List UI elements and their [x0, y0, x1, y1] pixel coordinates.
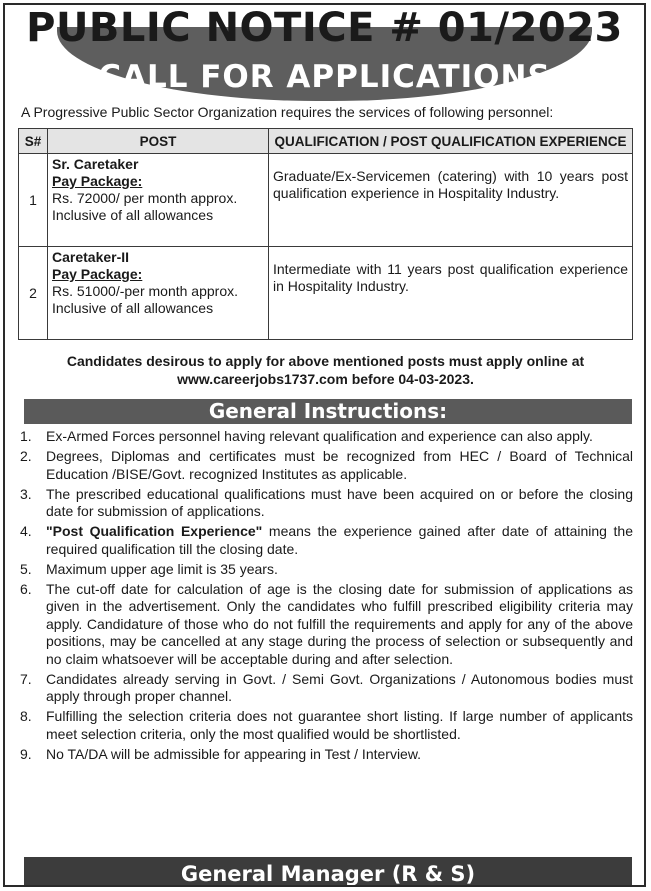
item-bold-term: "Post Qualification Experience": [46, 523, 263, 539]
pay-package-label: Pay Package:: [52, 173, 143, 189]
notice-title: PUBLIC NOTICE # 01/2023: [26, 5, 623, 51]
instructions-list: [17, 428, 633, 766]
post-title: Caretaker-II: [52, 249, 130, 265]
item-number: 6.: [20, 580, 32, 597]
table-row: [19, 154, 633, 247]
row-sn: 1: [19, 154, 48, 247]
header-post: POST: [48, 129, 269, 154]
item-number: 5.: [20, 560, 32, 577]
notice-header: [5, 5, 644, 100]
pay-amount: Rs. 72000/ per month approx.: [52, 190, 238, 206]
pay-amount: Rs. 51000/-per month approx.: [52, 283, 238, 299]
item-text: The cut-off date for calculation of age is the closing date for submission of applications as given in the advertisement. Only the candidates who fulfill prescribed eligibility criteria may apply. Candidature of those who do not fulfill the requirements and apply for any of the above positions, may be cancelled at any stage during the process of selection or subsequently and no claim whatsoever will be acceptable during and after selection.: [46, 580, 633, 667]
header-sn: S#: [19, 129, 48, 154]
posts-table: [18, 128, 633, 340]
header-qualification: QUALIFICATION / POST QUALIFICATION EXPERIENCE: [269, 129, 633, 154]
item-text: Maximum upper age limit is 35 years.: [46, 560, 278, 577]
row-qualification: Intermediate with 11 years post qualification experience in Hospitality Industry.: [269, 247, 633, 340]
row-post: [48, 154, 269, 247]
post-title: Sr. Caretaker: [52, 156, 139, 172]
signatory-footer: General Manager (R & S): [24, 857, 632, 887]
item-text: Fulfilling the selection criteria does not guarantee short listing. If large number of applicants meet selection criteria, only the most qualified would be shortlisted.: [46, 708, 633, 742]
pay-note: Inclusive of all allowances: [52, 300, 214, 316]
intro-text: A Progressive Public Sector Organization requires the services of following personnel:: [21, 104, 554, 120]
apply-line-2: www.careerjobs1737.com before 04-03-2023.: [177, 371, 474, 387]
apply-instructions: [18, 352, 633, 388]
item-number: 7.: [20, 670, 32, 687]
row-post: [48, 247, 269, 340]
notice-subtitle: CALL FOR APPLICATIONS: [98, 59, 551, 95]
list-item: [17, 671, 633, 706]
item-number: 2.: [20, 448, 32, 464]
list-item: [17, 428, 633, 446]
list-item: [17, 581, 633, 669]
table-row: [19, 247, 633, 340]
apply-line-1: Candidates desirous to apply for above mentioned posts must apply online at: [66, 353, 585, 369]
notice-frame: [3, 3, 646, 887]
list-item: [17, 486, 633, 521]
list-item: [17, 561, 633, 579]
item-number: 1.: [20, 428, 32, 444]
pay-note: Inclusive of all allowances: [52, 207, 214, 223]
list-item: [17, 746, 633, 764]
item-number: 4.: [20, 523, 32, 539]
item-text: means the experience gained after date of attaining the required qualification till the closing date.: [46, 523, 634, 557]
item-number: 9.: [20, 745, 32, 762]
item-text: Degrees, Diplomas and certificates must be recognized from HEC / Board of Technical Education /BISE/Govt. recognized Institutes as applicable.: [46, 448, 633, 482]
item-text: The prescribed educational qualifications must have been acquired on or before the closing date for submission of applications.: [46, 485, 633, 519]
row-qualification: Graduate/Ex-Servicemen (catering) with 10 years post qualification experience in Hospitality Industry.: [269, 154, 633, 247]
row-sn: 2: [19, 247, 48, 340]
item-number: 3.: [20, 485, 32, 502]
list-item: [17, 448, 633, 483]
item-text: Ex-Armed Forces personnel having relevant qualification and experience can also apply.: [46, 428, 593, 444]
list-item: [17, 708, 633, 743]
list-item: [17, 523, 633, 558]
item-text: No TA/DA will be admissible for appearing in Test / Interview.: [46, 745, 422, 762]
item-number: 8.: [20, 708, 32, 724]
table-header-row: [19, 129, 633, 154]
pay-package-label: Pay Package:: [52, 266, 143, 282]
general-instructions-heading: General Instructions:: [24, 399, 632, 424]
item-text: Candidates already serving in Govt. / Semi Govt. Organizations / Autonomous bodies must apply through proper channel.: [46, 670, 633, 704]
